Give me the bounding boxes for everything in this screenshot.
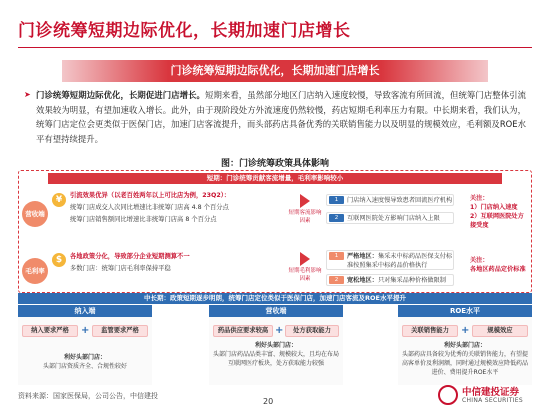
figure-title: 图：门诊统筹政策具体影响 <box>220 159 329 169</box>
right-arrow-icon <box>300 252 310 266</box>
margin-factor-1-label: 严格地区： <box>347 253 378 260</box>
logo-text-cn: 中信建投证券 <box>462 387 520 398</box>
revenue-note-1: 1）门店纳入速度 <box>470 204 518 211</box>
column-head: 营收端 <box>209 305 343 317</box>
revenue-line-2: 统筹门店成交人次同比增速比非统筹门店高 4.8 个百分点 <box>70 204 229 211</box>
factor-number: 2 <box>329 276 344 284</box>
revenue-tag: 营收端 <box>22 201 48 227</box>
column-roe <box>398 305 532 385</box>
margin-factor-2-text: 只对集采品种价格做限制 <box>377 277 446 284</box>
margin-note-1: 各地区药品定价标准 <box>470 266 526 273</box>
plus-icon: + <box>275 325 284 336</box>
revenue-factor-1-text: 门店纳入速度慢导致患者回流医疗机构 <box>347 197 453 204</box>
revenue-note-title: 关注： <box>470 195 489 202</box>
column-item-b: 处方获取能力 <box>285 325 339 337</box>
column-head: 纳入端 <box>18 305 152 317</box>
margin-factor-2-label: 宽松地区： <box>347 277 378 284</box>
column-item-b: 监管要求严格 <box>92 325 148 337</box>
plus-icon: + <box>461 325 470 336</box>
column-inclusion <box>18 305 152 385</box>
title-divider <box>18 47 532 48</box>
column-head: ROE水平 <box>398 305 532 317</box>
column-item-a: 关联销售能力 <box>402 325 458 337</box>
coin-icon: ¥ <box>52 193 66 207</box>
section-banner: 门诊统筹短期边际优化，长期加速门店增长 <box>62 60 488 82</box>
page-title: 门诊统筹短期边际优化，长期加速门店增长 <box>18 21 351 41</box>
revenue-factor-1 <box>326 194 454 206</box>
column-item-a: 纳入要求严格 <box>22 325 78 337</box>
long-term-bar: 中长期：政策短期逐步明朗，统筹门店定位类似于医保门店，加速门店客流及ROE水平提升 <box>18 293 532 304</box>
right-arrow-icon <box>300 194 310 208</box>
column-item-a: 药品供应要求较高 <box>213 325 273 337</box>
factor-number: 1 <box>329 252 344 260</box>
revenue-factor-2-text: 互联网医院处方影响门店纳入上限 <box>347 215 440 222</box>
plus-icon: + <box>81 325 90 336</box>
logo-text-en: CHINA SECURITIES <box>462 397 523 404</box>
column-benefit-title: 利好头部门店： <box>443 342 486 349</box>
source-note: 资料来源：国家医保局，公司公告，中信建投 <box>18 392 158 400</box>
column-revenue <box>209 305 343 385</box>
revenue-line-3: 统筹门店销售额同比增速比非统筹门店高 8 个百分点 <box>70 216 217 223</box>
column-benefit-text: 头部药店具备较为优秀的关联销售能力，有望提高客单价及利润额，同时通过规模效应降低药品进价、费用提升ROE水平 <box>402 351 529 376</box>
column-benefit-text: 头部门店药品品类丰富、规模较大，且均在布局互联网医疗板块，处方获取能力较强 <box>213 351 340 367</box>
factor-number: 2 <box>329 214 344 222</box>
short-term-frame <box>18 170 532 293</box>
margin-factor-2 <box>326 274 454 286</box>
revenue-factor-label: 短期客流影响因素 <box>288 210 322 224</box>
logo-mark-icon <box>438 385 458 405</box>
paragraph-body: 短期来看，虽然部分地区门店纳入速度较慢，导致客流有所回流，但统筹门店整体引流效果较为明显，有望加速收入增长。此外，由于现阶段处方外流速度仍然较慢，药店短期毛利率压力有限。中长期来看，我们认为，统筹门店定位会更类似于医保门店，加速门店客流提升，而头部药店具备优秀的关联销售能力以及明显的规模效应，毛利额及ROE水平有望持续提升。 <box>36 90 527 144</box>
column-benefit-title: 利好头部门店： <box>63 354 106 361</box>
margin-factor-1 <box>326 250 454 270</box>
short-term-bar: 短期：门诊统筹贡献客流增量，毛利率影响较小 <box>48 173 502 184</box>
summary-paragraph <box>24 88 527 146</box>
bullet-arrow-icon: ➤ <box>24 90 31 99</box>
revenue-factor-2 <box>326 212 454 224</box>
page-number: 20 <box>263 397 274 406</box>
margin-line-2: 多数门店：统筹门店毛利率保持平稳 <box>70 265 171 272</box>
column-benefit-text: 头部门店资质齐全、合规性较好 <box>42 363 127 370</box>
margin-factor-1-text: 集采未中标药品医保支付标准按照集采中标药品价格执行 <box>347 253 453 269</box>
revenue-note-2: 2）互联网医院处方接受度 <box>470 213 524 229</box>
margin-factor-label: 短期毛利影响因素 <box>288 268 322 282</box>
column-benefit-title: 利好头部门店： <box>254 342 297 349</box>
margin-factor-arrow <box>287 252 323 283</box>
factor-number: 1 <box>329 196 344 204</box>
column-item-b: 规模效应 <box>472 325 528 337</box>
coin-stack-icon: $ <box>52 253 66 267</box>
revenue-factor-arrow <box>287 194 323 225</box>
margin-line-1: 各地政策分化，导致部分企业短期测算不一 <box>70 253 190 260</box>
margin-note-title: 关注： <box>470 257 489 264</box>
paragraph-lead: 门诊统筹短期边际优化，长期促进门店增长。 <box>36 90 205 100</box>
margin-tag: 毛利率 <box>22 258 48 284</box>
brand-logo <box>438 383 538 407</box>
revenue-line-1: 引流效果优异（以老百姓两年以上可比店为例，23Q2）： <box>70 192 231 199</box>
